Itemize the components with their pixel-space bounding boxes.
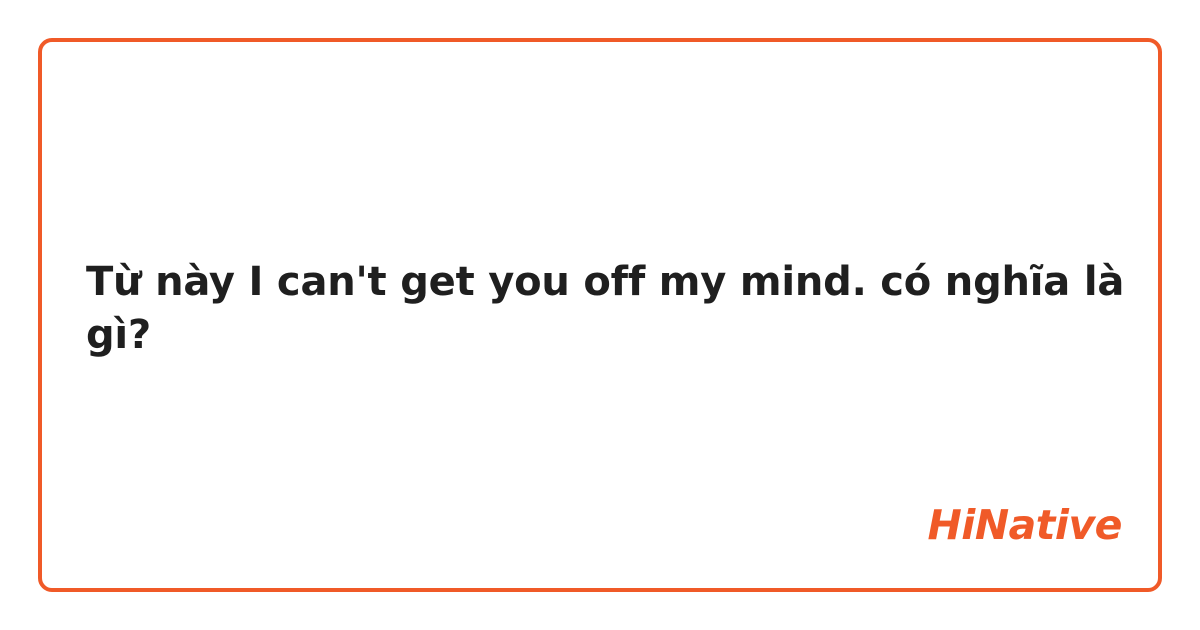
hinative-logo: HiNative [927, 501, 1122, 549]
question-text: Từ này I can't get you off my mind. có nghĩa là gì? [86, 259, 1125, 358]
question-card [38, 38, 1162, 592]
